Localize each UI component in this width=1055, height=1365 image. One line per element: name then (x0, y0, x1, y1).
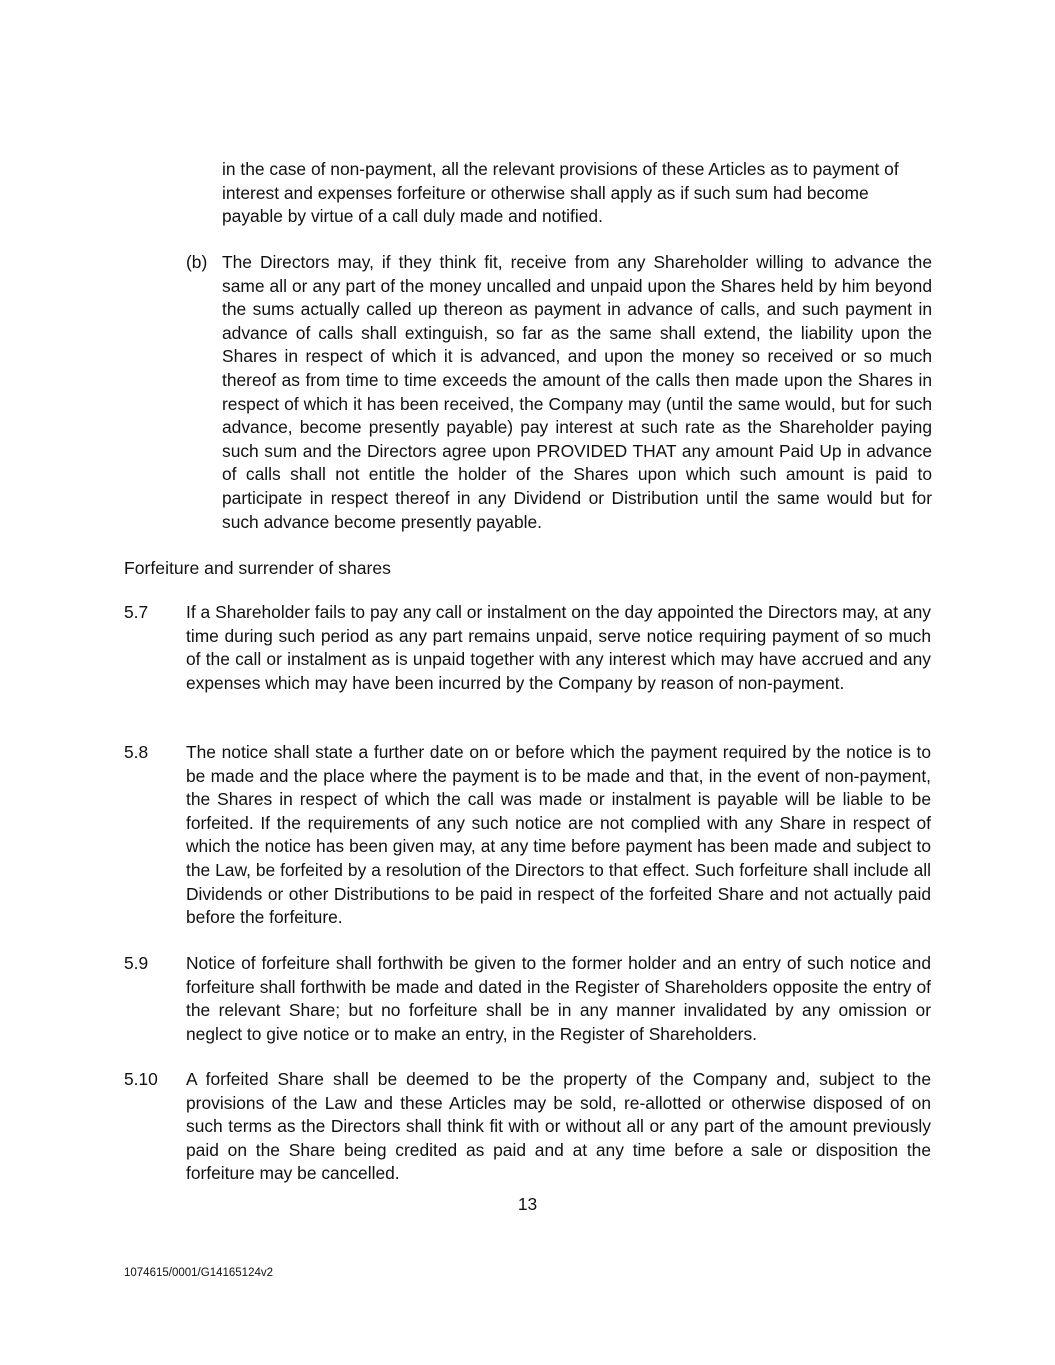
clause-text-5-7: If a Shareholder fails to pay any call or instalment on the day appointed the Directors may, at any time during such period as any part remains unpaid, serve notice requiring payment of so much of the call or instalment as is unpaid together with any interest which may have accrued and any expenses which may have been incurred by the Company by reason of non-payment. (186, 602, 931, 693)
page-number: 13 (517, 1194, 538, 1214)
clause-number-5-8: 5.8 (124, 742, 149, 762)
clause-text-5-8: The notice shall state a further date on or before which the payment required by the notice is to be made and the place where the payment is to be made and that, in the event of non-payment, the Shares in respect of which the call was made or instalment is payable will be liable to be forfeited. If the requirements of any such notice are not complied with any Share in respect of which the notice has been given may, at any time before payment has been made and subject to the Law, be forfeited by a resolution of the Directors to that effect. Such forfeiture shall include all Dividends or other Distributions to be paid in respect of the forfeited Share and not actually paid before the forfeiture. (186, 742, 931, 928)
section-heading: Forfeiture and surrender of shares (124, 558, 391, 578)
clause-text-5-10: A forfeited Share shall be deemed to be the property of the Company and, subject to the provisions of the Law and these Articles may be sold, re-allotted or otherwise disposed of on such terms as the Directors shall think fit with or without all or any part of the amount previously paid on the Share being credited as paid and at any time before a sale or disposition the forfeiture may be cancelled. (186, 1069, 931, 1184)
sub-clause-b-text: The Directors may, if they think fit, receive from any Shareholder willing to advance the same all or any part of the money uncalled and unpaid upon the Shares held by him beyond the sums actually called up thereon as payment in advance of calls, and such payment in advance of calls shall extinguish, so far as the same shall extend, the liability upon the Shares in respect of which it is advanced, and upon the money so received or so much thereof as from time to time exceeds the amount of the calls then made upon the Shares in respect of which it has been received, the Company may (until the same would, but for such advance, become presently payable) pay interest at such rate as the Shareholder paying such sum and the Directors agree upon PROVIDED THAT any amount Paid Up in advance of calls shall not entitle the holder of the Shares upon which such amount is paid to participate in respect thereof in any Dividend or Distribution until the same would but for such advance become presently payable. (222, 252, 932, 532)
clause-number-5-7: 5.7 (124, 602, 149, 622)
continuation-paragraph: in the case of non-payment, all the relevant provisions of these Articles as to payment of interest and expenses forfeiture or otherwise shall apply as if such sum had become payable by virtue of a call duly made and notified. (222, 159, 899, 227)
document-reference: 1074615/0001/G14165124v2 (124, 1267, 274, 1279)
clause-number-5-10: 5.10 (124, 1069, 158, 1089)
clause-text-5-9: Notice of forfeiture shall forthwith be given to the former holder and an entry of such notice and forfeiture shall forthwith be made and dated in the Register of Shareholders opposite the entry of the relevant Share; but no forfeiture shall be in any manner invalidated by any omission or neglect to give notice or to make an entry, in the Register of Shareholders. (186, 953, 931, 1044)
clause-number-5-9: 5.9 (124, 953, 149, 973)
sub-clause-b-label: (b) (186, 252, 208, 272)
